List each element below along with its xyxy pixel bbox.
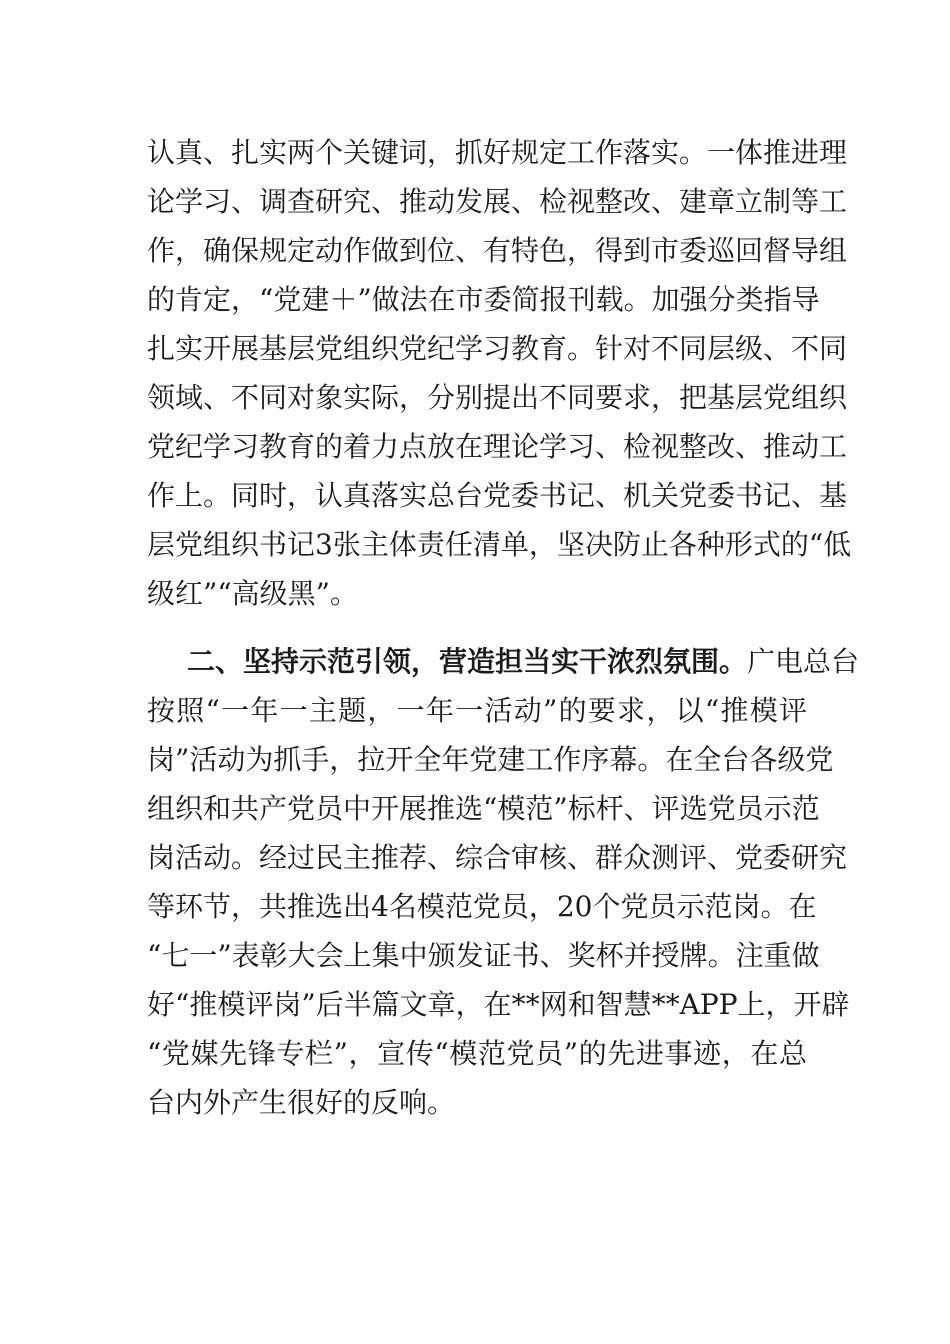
text-line: 的肯定，“党建＋”做法在市委简报刊载。加强分类指导 [147,283,820,316]
text-line: 台内外产生很好的反响。 [147,1086,456,1119]
text-line: 作上。同时，认真落实总台党委书记、机关党委书记、基 [147,479,848,512]
text-line: 等环节，共推选出4名模范党员，20个党员示范岗。在 [147,890,817,923]
text-line: 级红”“高级黑”。 [147,577,358,610]
text-line: 认真、扎实两个关键词，抓好规定工作落实。一体推进理 [147,136,848,169]
text-line: 作，确保规定动作做到位、有特色，得到市委巡回督导组 [147,234,848,267]
text-line: 组织和共产党员中开展推选“模范”标杆、评选党员示范 [147,792,820,825]
text-line: 论学习、调查研究、推动发展、检视整改、建章立制等工 [147,185,848,218]
text-span: 广电总台 [747,645,860,678]
text-line: 党纪学习教育的着力点放在理论学习、检视整改、推动工 [147,430,848,463]
text-line: 好“推模评岗”后半篇文章，在**网和智慧**APP上，开辟 [147,988,850,1021]
text-line: 扎实开展基层党组织党纪学习教育。针对不同层级、不同 [147,332,848,365]
text-line: 层党组织书记3张主体责任清单，坚决防止各种形式的“低 [147,528,852,561]
text-line: 岗”活动为抓手，拉开全年党建工作序幕。在全台各级党 [147,743,834,776]
section-heading: 二、坚持示范引领，营造担当实干浓烈氛围。 [187,645,748,678]
section-heading-line [187,642,860,682]
text-line: 领域、不同对象实际，分别提出不同要求，把基层党组织 [147,381,848,414]
text-line: 岗活动。经过民主推荐、综合审核、群众测评、党委研究 [147,841,848,874]
text-line: “党媒先锋专栏”，宣传“模范党员”的先进事迹，在总 [147,1037,807,1070]
text-line: “七一”表彰大会上集中颁发证书、奖杯并授牌。注重做 [147,939,820,972]
text-line: 按照“一年一主题，一年一活动”的要求，以“推模评 [147,694,807,727]
